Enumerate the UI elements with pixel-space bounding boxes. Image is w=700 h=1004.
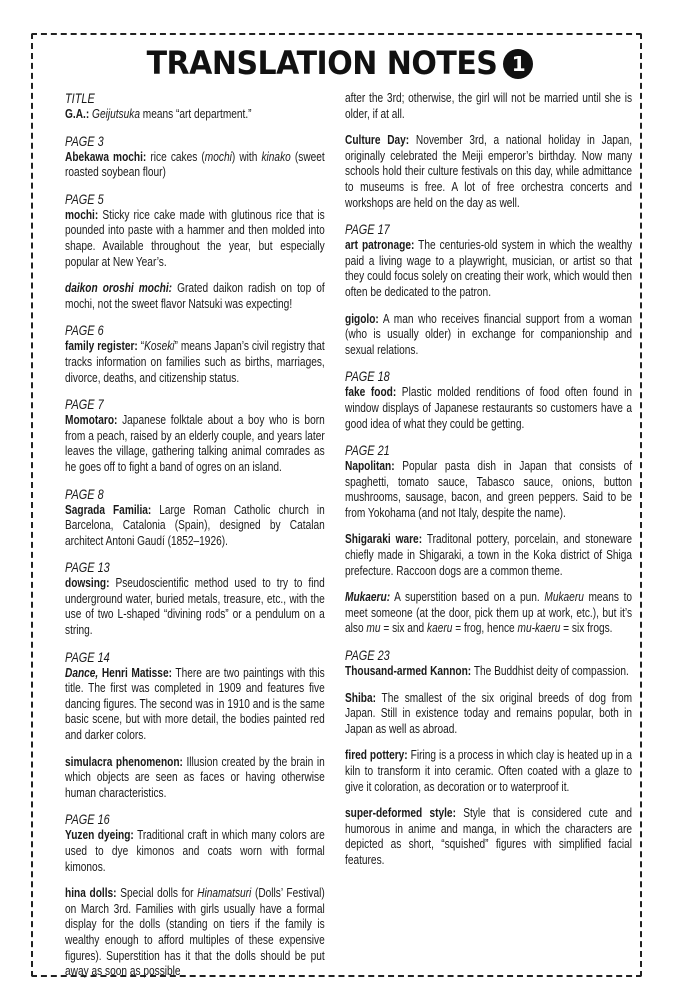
note-text: There are two paintings with this title. The first was completed in 1909 and features five dancing figures. The second was in 1910 and is the same basic scene, but with more detail, the bodies painted red and darker colors. [65,664,325,743]
note-text: ) with [231,148,262,164]
note-entry [345,589,632,636]
note-text: mu [366,620,381,636]
note-text: Special dolls for [116,885,198,901]
note-text: A man who receives financial support from a woman (who is usually older) in exchange for companionship and sexual relations. [345,310,633,357]
note-section [65,396,325,474]
note-term: Abekawa mochi: [65,148,147,164]
note-term: Sagrada Familia: [65,501,152,517]
note-section [65,191,325,312]
note-text: Pseudoscientific method used to try to find underground water, buried metals, treasure, etc., with the use of two L-shaped “divining rods” or a pendulum on a string. [65,575,325,638]
note-text: Mukaeru [544,589,584,605]
note-term: Mukaeru: [345,589,391,605]
note-term: daikon oroshi mochi: [65,280,173,296]
note-term: Napolitan: [345,458,395,474]
note-text: Japanese folktale about a boy who is born from a peach, raised by an elderly couple, and years later leaves the village, gathering talking animal comrades as he goes off to fight a band of ogres on an island. [65,412,325,474]
note-term: Shiba: [345,689,376,705]
note-term: Thousand-armed Kannon: [345,663,472,679]
note-text: Style that is considered cute and humorous in anime and manga, in which the characters are depicted as short, “squished” figures with simplified facial features. [345,805,633,867]
note-section [65,322,325,385]
note-entry [345,90,632,121]
note-term: G.A.: [65,106,90,121]
note-section [65,559,325,637]
note-text: after the 3rd; otherwise, the girl will not be married until she is older, if at all. [345,90,633,121]
note-text: November 3rd, a national holiday in Japan, originally celebrated the Meiji emperor’s birthday. Now many schools hold their culture festivals on this day, while admittance to museums is free. A lot of free orchestra concerts and workshops are held on the day as well. [345,132,633,210]
note-section [345,90,632,210]
note-term: simulacra phenomenon: [65,753,183,769]
note-entry [345,805,632,867]
note-text: mochi [204,148,232,164]
note-entry [65,338,325,385]
note-term: Shigaraki ware: [345,531,423,547]
page-title-text: TRANSLATION NOTES [146,44,498,83]
note-section [65,90,325,122]
right-column [345,90,632,879]
note-text: Hinamatsuri [197,885,252,901]
note-entry [65,754,325,801]
note-text: Traditonal pottery, porcelain, and stoneware chiefly made in Shigaraki, a town in the Koka district of Shiga prefecture. Raccoon dogs are a common theme. [345,531,633,578]
note-text: Koseki [144,338,175,354]
note-term: Yuzen dyeing: [65,827,134,843]
note-text: Geijutsuka [92,106,140,121]
note-entry [345,690,632,737]
note-entry [65,106,325,122]
section-heading: PAGE 17 [345,221,390,238]
section-heading: PAGE 7 [65,396,104,413]
note-section [65,133,325,180]
note-text: ” means Japan’s civil registry that tracks information on families such as births, marriages, divorce, deaths, and citizenship status. [65,338,325,385]
note-text: Large Roman Catholic church in Barcelona, Catalonia (Spain), designed by Catalan architect Antoni Gaudí (1852–1926). [65,501,325,548]
note-text: A superstition based on a pun. [390,589,545,605]
note-entry [65,665,325,743]
note-term: Culture Day: [345,132,410,148]
note-entry [345,747,632,794]
note-section [65,486,325,549]
note-text: Sticky rice cake made with glutinous rice that is pounded into paste with a hammer and then molded into shape. Available throughout the year, but especially popular at New Year’s. [65,206,325,269]
note-text: kaeru [427,620,453,636]
note-section [65,649,325,801]
section-heading: PAGE 21 [345,442,390,459]
note-text: (sweet roasted soybean flour) [65,148,325,180]
note-text: kinako [261,148,291,164]
note-text: = six frogs. [560,620,613,636]
note-term: dowsing: [65,575,110,591]
note-entry [65,207,325,269]
note-term: Dance, [65,664,99,680]
note-text: Firing is a process in which clay is heated up in a kiln to transform it into ceramic. Often coated with a glaze to give it coloration, as decoration or to waterproof it. [345,747,633,794]
note-text: = frog, hence [452,620,518,636]
note-section [345,221,632,357]
note-text: = six and [380,620,428,636]
section-heading: PAGE 14 [65,648,110,665]
note-section [345,442,632,636]
note-term: Momotaro: [65,412,118,428]
note-term: mochi: [65,206,99,222]
note-text: Illusion created by the brain in which objects are seen as faces or having otherwise human characteristics. [65,753,325,800]
section-heading: TITLE [65,90,95,106]
note-entry [345,531,632,578]
note-text: The centuries-old system in which the wealthy paid a living wage to a playwright, musician, or artist so that they could focus solely on creating their work, which would then often be dedicated to the patron. [345,237,633,299]
section-heading: PAGE 3 [65,132,104,149]
note-term: Henri Matisse: [98,664,172,680]
section-heading: PAGE 13 [65,559,110,576]
note-text: The Buddhist deity of compassion. [471,663,629,679]
section-heading: PAGE 18 [345,368,390,385]
left-column [65,90,325,990]
note-text: means to meet someone (at the door, pick them up at work, etc.), but it’s also [345,589,633,636]
note-entry [65,280,325,311]
note-text: Plastic molded renditions of food often found in window displays of Japanese restaurants so customers have a good idea of what they could be getting. [345,384,633,431]
note-text: Grated daikon radish on top of mochi, not the sweet flavor Natsuki was expecting! [65,280,325,311]
note-entry [345,663,632,679]
note-section [345,368,632,431]
note-term: gigolo: [345,310,379,326]
note-entry [65,575,325,637]
note-text: mu-kaeru [517,620,561,636]
section-heading: PAGE 8 [65,485,104,502]
note-term: fired pottery: [345,747,408,763]
note-text: means “art department.” [139,106,252,121]
section-heading: PAGE 16 [65,811,110,828]
note-text: The smallest of the six original breeds of dog from Japan. Still in existence today and remains popular, both in Japan as well as abroad. [345,689,633,736]
note-term: fake food: [345,384,397,400]
note-entry [65,149,325,180]
note-entry [65,502,325,549]
note-term: family register: [65,338,138,354]
note-entry [345,458,632,520]
note-entry [345,384,632,431]
note-text: (Dolls’ Festival) on March 3rd. Families with girls usually have a formal display for the dolls (standing on tiers if the family is wealthy enough to afford multiples of these expensive figures). Superstition has it that the dolls should be put away as soon as possible [65,885,325,979]
note-text: Popular pasta dish in Japan that consists of spaghetti, tomato sauce, Tabasco sauce, onions, button mushrooms, sausage, bacon, and green peppers. Said to be from Yokohama (and not Italy, despite the name). [345,458,633,520]
page-title [0,46,680,81]
note-section [65,811,325,978]
note-term: hina dolls: [65,885,117,901]
note-entry [65,885,325,979]
note-term: art patronage: [345,237,415,253]
note-text: rice cakes ( [146,148,205,164]
note-entry [345,311,632,358]
note-text: Traditional craft in which many colors are used to dye kimonos and coats worn with formal kimonos. [65,827,325,874]
section-heading: PAGE 23 [345,647,390,664]
note-entry [65,412,325,474]
section-heading: PAGE 5 [65,190,104,207]
note-entry [345,132,632,210]
note-entry [65,827,325,874]
note-section [345,647,632,868]
note-term: super-deformed style: [345,805,456,821]
note-text: “ [137,338,145,354]
section-heading: PAGE 6 [65,322,104,339]
note-entry [345,237,632,299]
title-number-badge: 1 [503,49,533,79]
